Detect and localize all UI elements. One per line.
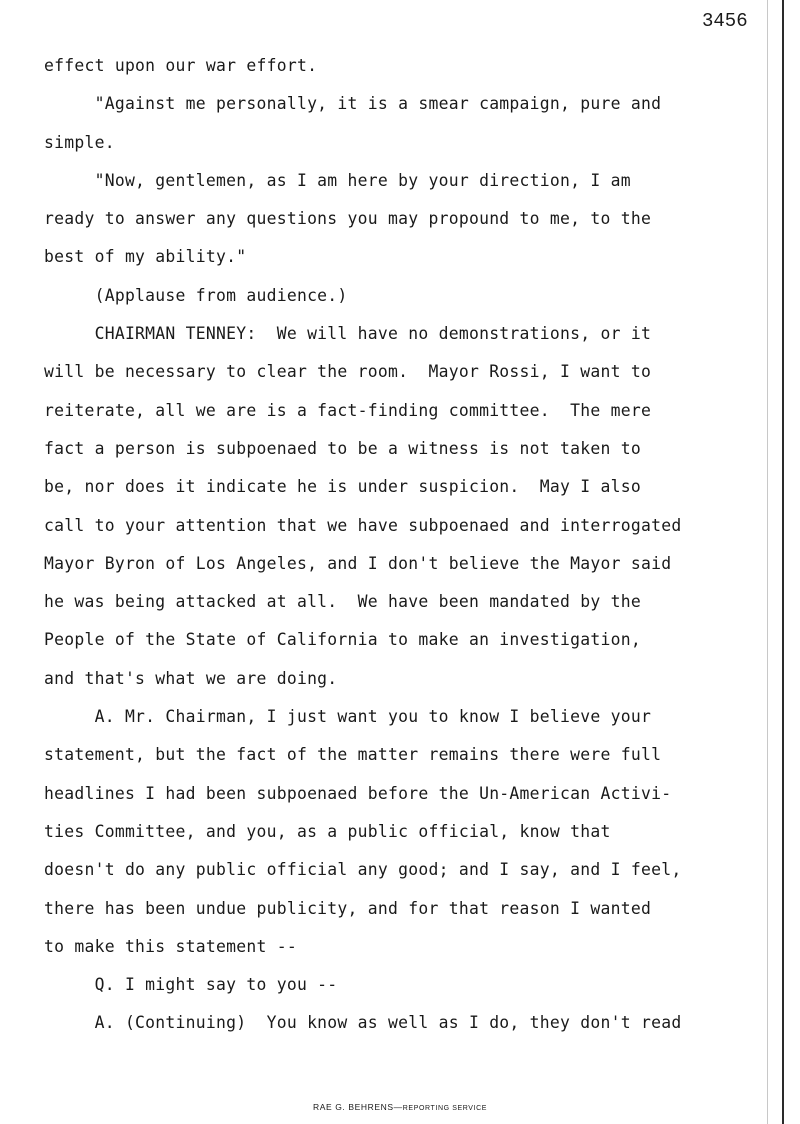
reporting-service-footer [0, 1102, 800, 1112]
transcript-line: ready to answer any questions you may propound to me, to the [44, 209, 652, 229]
transcript-line: "Now, gentlemen, as I am here by your direction, I am [44, 170, 631, 190]
transcript-line: People of the State of California to make an investigation, [44, 630, 641, 650]
transcript-line: ties Committee, and you, as a public official, know that [44, 821, 611, 841]
transcript-line: be, nor does it indicate he is under suspicion. May I also [44, 477, 641, 497]
transcript-line: statement, but the fact of the matter remains there were full [44, 745, 662, 765]
transcript-line: A. Mr. Chairman, I just want you to know I believe your [44, 707, 652, 727]
transcript-line: A. (Continuing) You know as well as I do, they don't read [44, 1013, 682, 1033]
transcript-line: call to your attention that we have subpoenaed and interrogated [44, 515, 682, 535]
transcript-line: reiterate, all we are is a fact-finding committee. The mere [44, 400, 652, 420]
transcript-line: Q. I might say to you -- [44, 975, 338, 995]
transcript-line: best of my ability." [44, 247, 247, 267]
footer-service: REPORTING SERVICE [402, 1105, 488, 1112]
transcript-line: "Against me personally, it is a smear campaign, pure and [44, 94, 662, 114]
transcript-line: he was being attacked at all. We have been mandated by the [44, 592, 641, 612]
transcript-line: to make this statement -- [44, 936, 297, 956]
margin-rule [782, 0, 784, 1124]
page-number: 3456 [702, 10, 748, 32]
transcript-line: and that's what we are doing. [44, 668, 338, 688]
footer-name: RAE G. BEHRENS [312, 1102, 394, 1112]
transcript-line: doesn't do any public official any good; and I say, and I feel, [44, 860, 682, 880]
transcript-line: (Applause from audience.) [44, 285, 348, 305]
transcript-line: there has been undue publicity, and for that reason I wanted [44, 898, 652, 918]
transcript-line: effect upon our war effort. [44, 56, 318, 75]
transcript-line: fact a person is subpoenaed to be a witness is not taken to [44, 438, 641, 458]
transcript-line: will be necessary to clear the room. Mayor Rossi, I want to [44, 362, 652, 382]
transcript-body [44, 47, 774, 1043]
transcript-line: CHAIRMAN TENNEY: We will have no demonstrations, or it [44, 324, 652, 344]
transcript-line: Mayor Byron of Los Angeles, and I don't believe the Mayor said [44, 553, 672, 573]
footer-separator: — [393, 1102, 403, 1112]
transcript-line: simple. [44, 132, 115, 152]
transcript-line: headlines I had been subpoenaed before the Un-American Activi- [44, 783, 672, 803]
